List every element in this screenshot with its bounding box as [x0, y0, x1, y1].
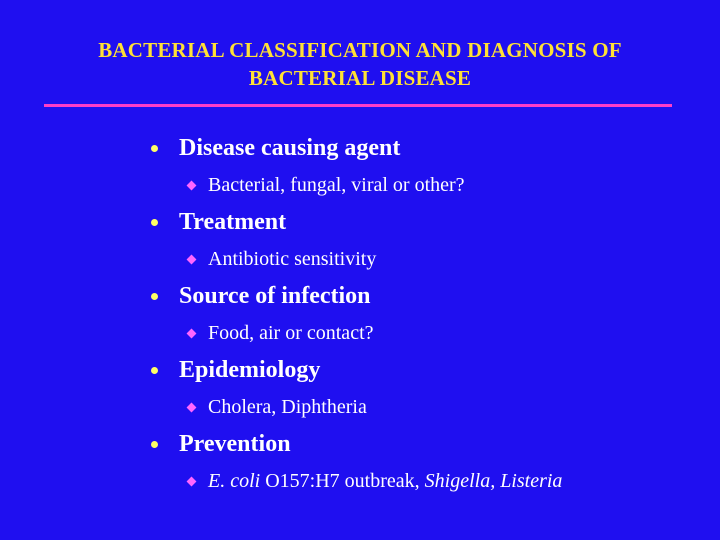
- title-line-1: BACTERIAL CLASSIFICATION AND DIAGNOSIS OF: [98, 38, 622, 62]
- bullet-item-epidemiology: [150, 352, 690, 426]
- sub-bullet-row: [150, 167, 690, 204]
- bullet-heading: Prevention: [179, 431, 291, 457]
- sub-bullet-row: [150, 389, 690, 426]
- bullet-list: [150, 130, 690, 500]
- bullet-heading: Disease causing agent: [179, 135, 401, 161]
- diamond-bullet-icon: [187, 181, 197, 191]
- title-line-2: BACTERIAL DISEASE: [248, 66, 472, 90]
- diamond-bullet-icon: [187, 255, 197, 265]
- bullet-heading: Source of infection: [179, 283, 371, 309]
- round-bullet-icon: [151, 367, 158, 374]
- diamond-bullet-icon: [187, 329, 197, 339]
- round-bullet-icon: [151, 441, 158, 448]
- organism-e-coli: E. coli: [208, 470, 261, 492]
- bullet-heading-row: [150, 426, 690, 463]
- round-bullet-icon: [151, 219, 158, 226]
- bullet-item-source-of-infection: [150, 278, 690, 352]
- bullet-heading-row: [150, 130, 690, 167]
- slide-title: [40, 36, 680, 92]
- sub-bullet-text: Bacterial, fungal, viral or other?: [208, 174, 465, 196]
- bullet-heading: Treatment: [179, 209, 287, 235]
- sub-bullet-row: [150, 315, 690, 352]
- organism-shigella-listeria: Shigella, Listeria: [424, 470, 563, 492]
- bullet-heading-row: [150, 352, 690, 389]
- sub-bullet-row: [150, 241, 690, 278]
- diamond-bullet-icon: [187, 403, 197, 413]
- sub-bullet-text: Antibiotic sensitivity: [208, 248, 377, 270]
- bullet-item-treatment: [150, 204, 690, 278]
- sub-bullet-row: [150, 463, 690, 500]
- sub-bullet-text: [208, 470, 562, 493]
- bullet-heading-row: [150, 278, 690, 315]
- bullet-heading: Epidemiology: [179, 357, 321, 383]
- sub-bullet-text: Cholera, Diphtheria: [208, 396, 367, 418]
- sub-bullet-text: Food, air or contact?: [208, 322, 374, 344]
- title-divider: [44, 104, 672, 107]
- diamond-bullet-icon: [187, 477, 197, 487]
- round-bullet-icon: [151, 293, 158, 300]
- bullet-item-disease-causing-agent: [150, 130, 690, 204]
- outbreak-text: O157:H7 outbreak,: [260, 470, 425, 492]
- bullet-heading-row: [150, 204, 690, 241]
- round-bullet-icon: [151, 145, 158, 152]
- bullet-item-prevention: [150, 426, 690, 500]
